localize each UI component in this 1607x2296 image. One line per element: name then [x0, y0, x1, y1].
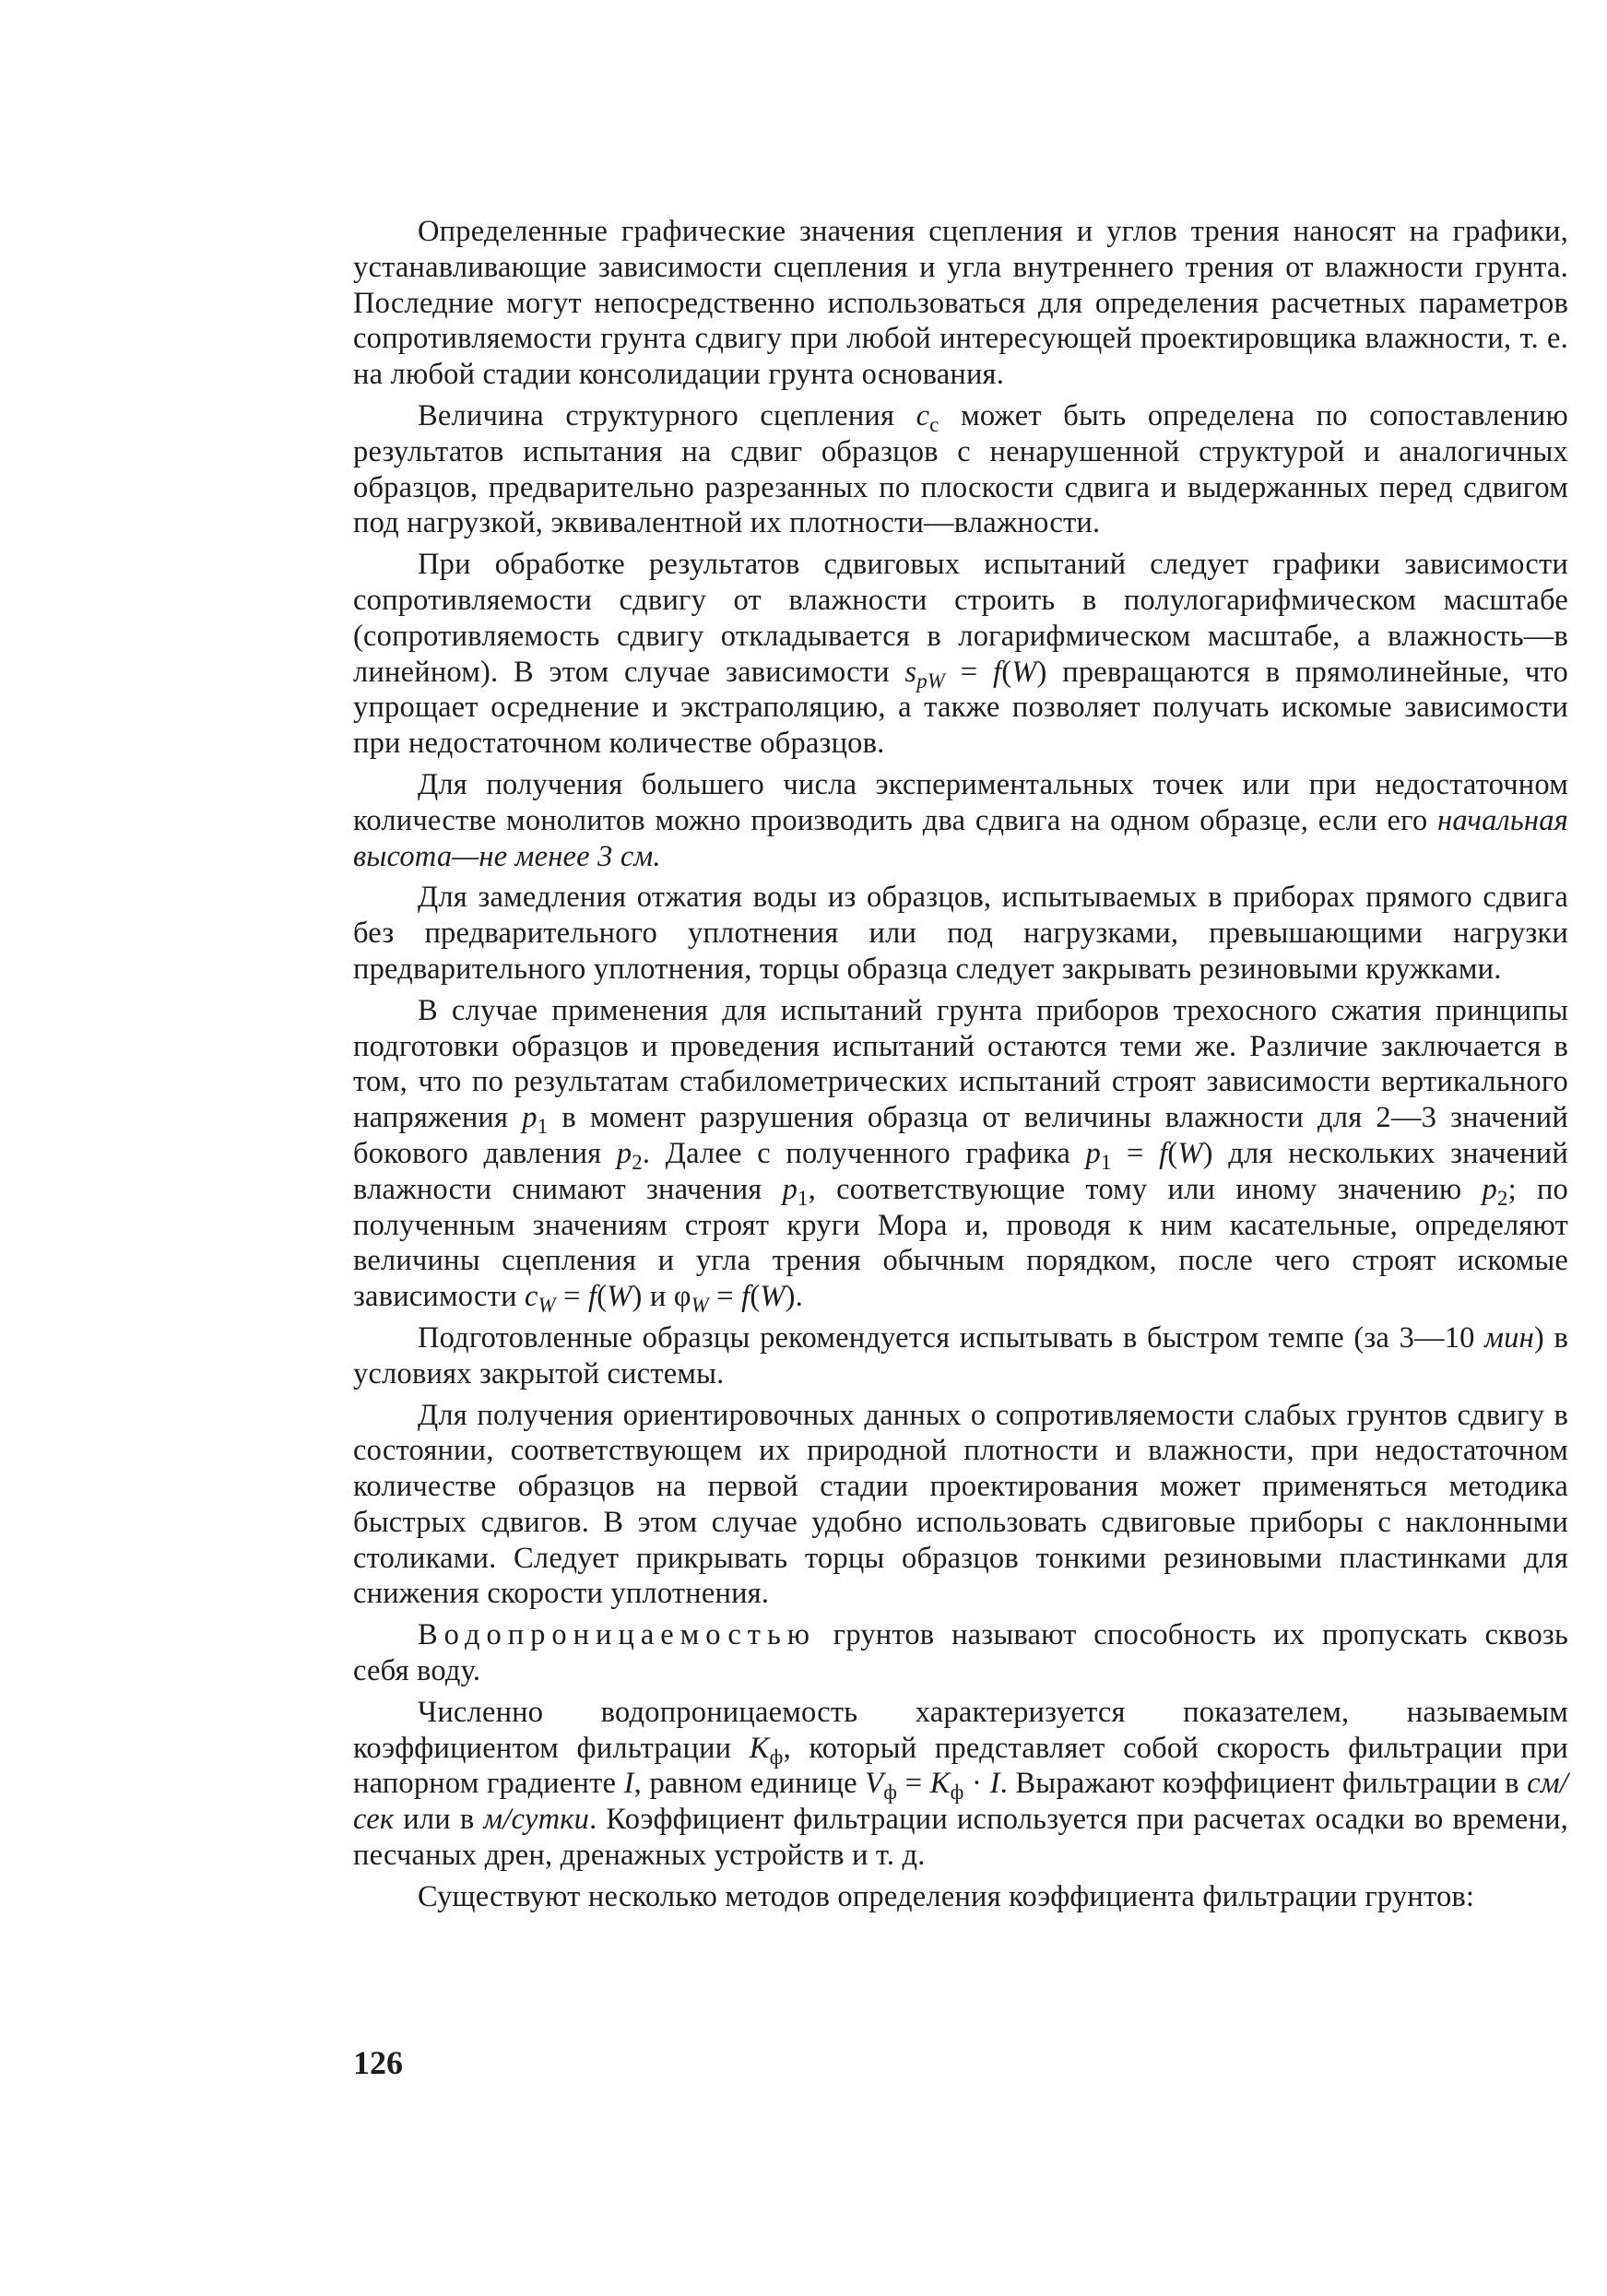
paragraph-7: Подготовленные образцы рекомендуется испытывать в быстром темпе (за 3—10 мин) в условиях закрытой системы.	[353, 1320, 1568, 1391]
paragraph-1: Определенные графические значения сцепления и углов трения наносят на графики, устанавливающие зависимости сцепления и угла внутреннего трения от влажности грунта. Последние могут непосредственно использоваться для определения расчетных параметров сопротивляемости грунта сдвигу при любой интересующей проектировщика влажности, т. е. на любой стадии консолидации грунта основания.	[353, 215, 1568, 392]
paragraph-5: Для замедления отжатия воды из образцов, испытываемых в приборах прямого сдвига без предварительного уплотнения или под нагрузками, превышающими нагрузки предварительного уплотнения, торцы образца следует закрывать резиновыми кружками.	[353, 881, 1568, 986]
paragraph-2: Величина структурного сцепления $c_c$ может быть определена по сопоставлению результатов испытания на сдвиг образцов с ненарушенной структурой и аналогичных образцов, предварительно разрезанных по плоскости сдвига и выдержанных перед сдвигом под нагрузкой, эквивалентной их плотности—влажности.	[353, 398, 1568, 540]
paragraph-9: Водопроницаемостью грунтов называют способность их пропускать сквозь себя воду.	[353, 1618, 1568, 1688]
page-body	[353, 214, 1568, 1921]
paragraph-11: Существуют несколько методов определения коэффициента фильтрации грунтов:	[418, 1879, 1475, 1913]
paragraph-6: В случае применения для испытаний грунта приборов трехосного сжатия принципы подготовки образцов и проведения испытаний остаются теми же. Различие заключается в том, что по результатам стабилометрических испытаний строят зависимости вертикального напряжения $p_1$ в момент разрушения образца от величины влажности для 2—3 значений бокового давления $p_2$. Далее с полученного графика $p_1 = f(W)$ для нескольких значений влажности снимают значения $p_1$, соответствующие тому или иному значению $p_2$; по полученным значениям строят круги Мора и, проводя к ним касательные, определяют величины сцепления и угла трения обычным порядком, после чего строят искомые зависимости $c_W = f(W)$ и $\varphi_W = f(W)$.	[353, 993, 1568, 1317]
paragraph-3: При обработке результатов сдвиговых испытаний следует графики зависимости сопротивляемости сдвигу от влажности строить в полулогарифмическом масштабе (сопротивляемость сдвигу откладывается в логарифмическом масштабе, а влажность—в линейном). В этом случае зависимости $s_{pW} = f(W)$ превращаются в прямолинейные, что упрощает осреднение и экстраполяцию, а также позволяет получать искомые зависимости при недостаточном количестве образцов.	[353, 548, 1568, 761]
paragraph-8: Для получения ориентировочных данных о сопротивляемости слабых грунтов сдвигу в состоянии, соответствующем их природной плотности и влажности, при недостаточном количестве образцов на первой стадии проектирования может применяться методика быстрых сдвигов. В этом случае удобно использовать сдвиговые приборы с наклонными столиками. Следует прикрывать торцы образцов тонкими резиновыми пластинками для снижения скорости уплотнения.	[353, 1398, 1568, 1611]
page-number: 126	[353, 2044, 403, 2081]
paragraph-4: Для получения большего числа экспериментальных точек или при недостаточном количестве монолитов можно производить два сдвига на одном образце, если его начальная высота—не менее 3 см.	[353, 767, 1568, 873]
paragraph-10: Численно водопроницаемость характеризуется показателем, называемым коэффициентом фильтрации $K_ф$, который представляет собой скорость фильтрации при напорном градиенте I, равном единице $V_ф = K_ф \cdot I$. Выражают коэффициент фильтрации в см/сек или в м/сутки. Коэффициент фильтрации используется при расчетах осадки во времени, песчаных дрен, дренажных устройств и т. д.	[353, 1695, 1568, 1873]
